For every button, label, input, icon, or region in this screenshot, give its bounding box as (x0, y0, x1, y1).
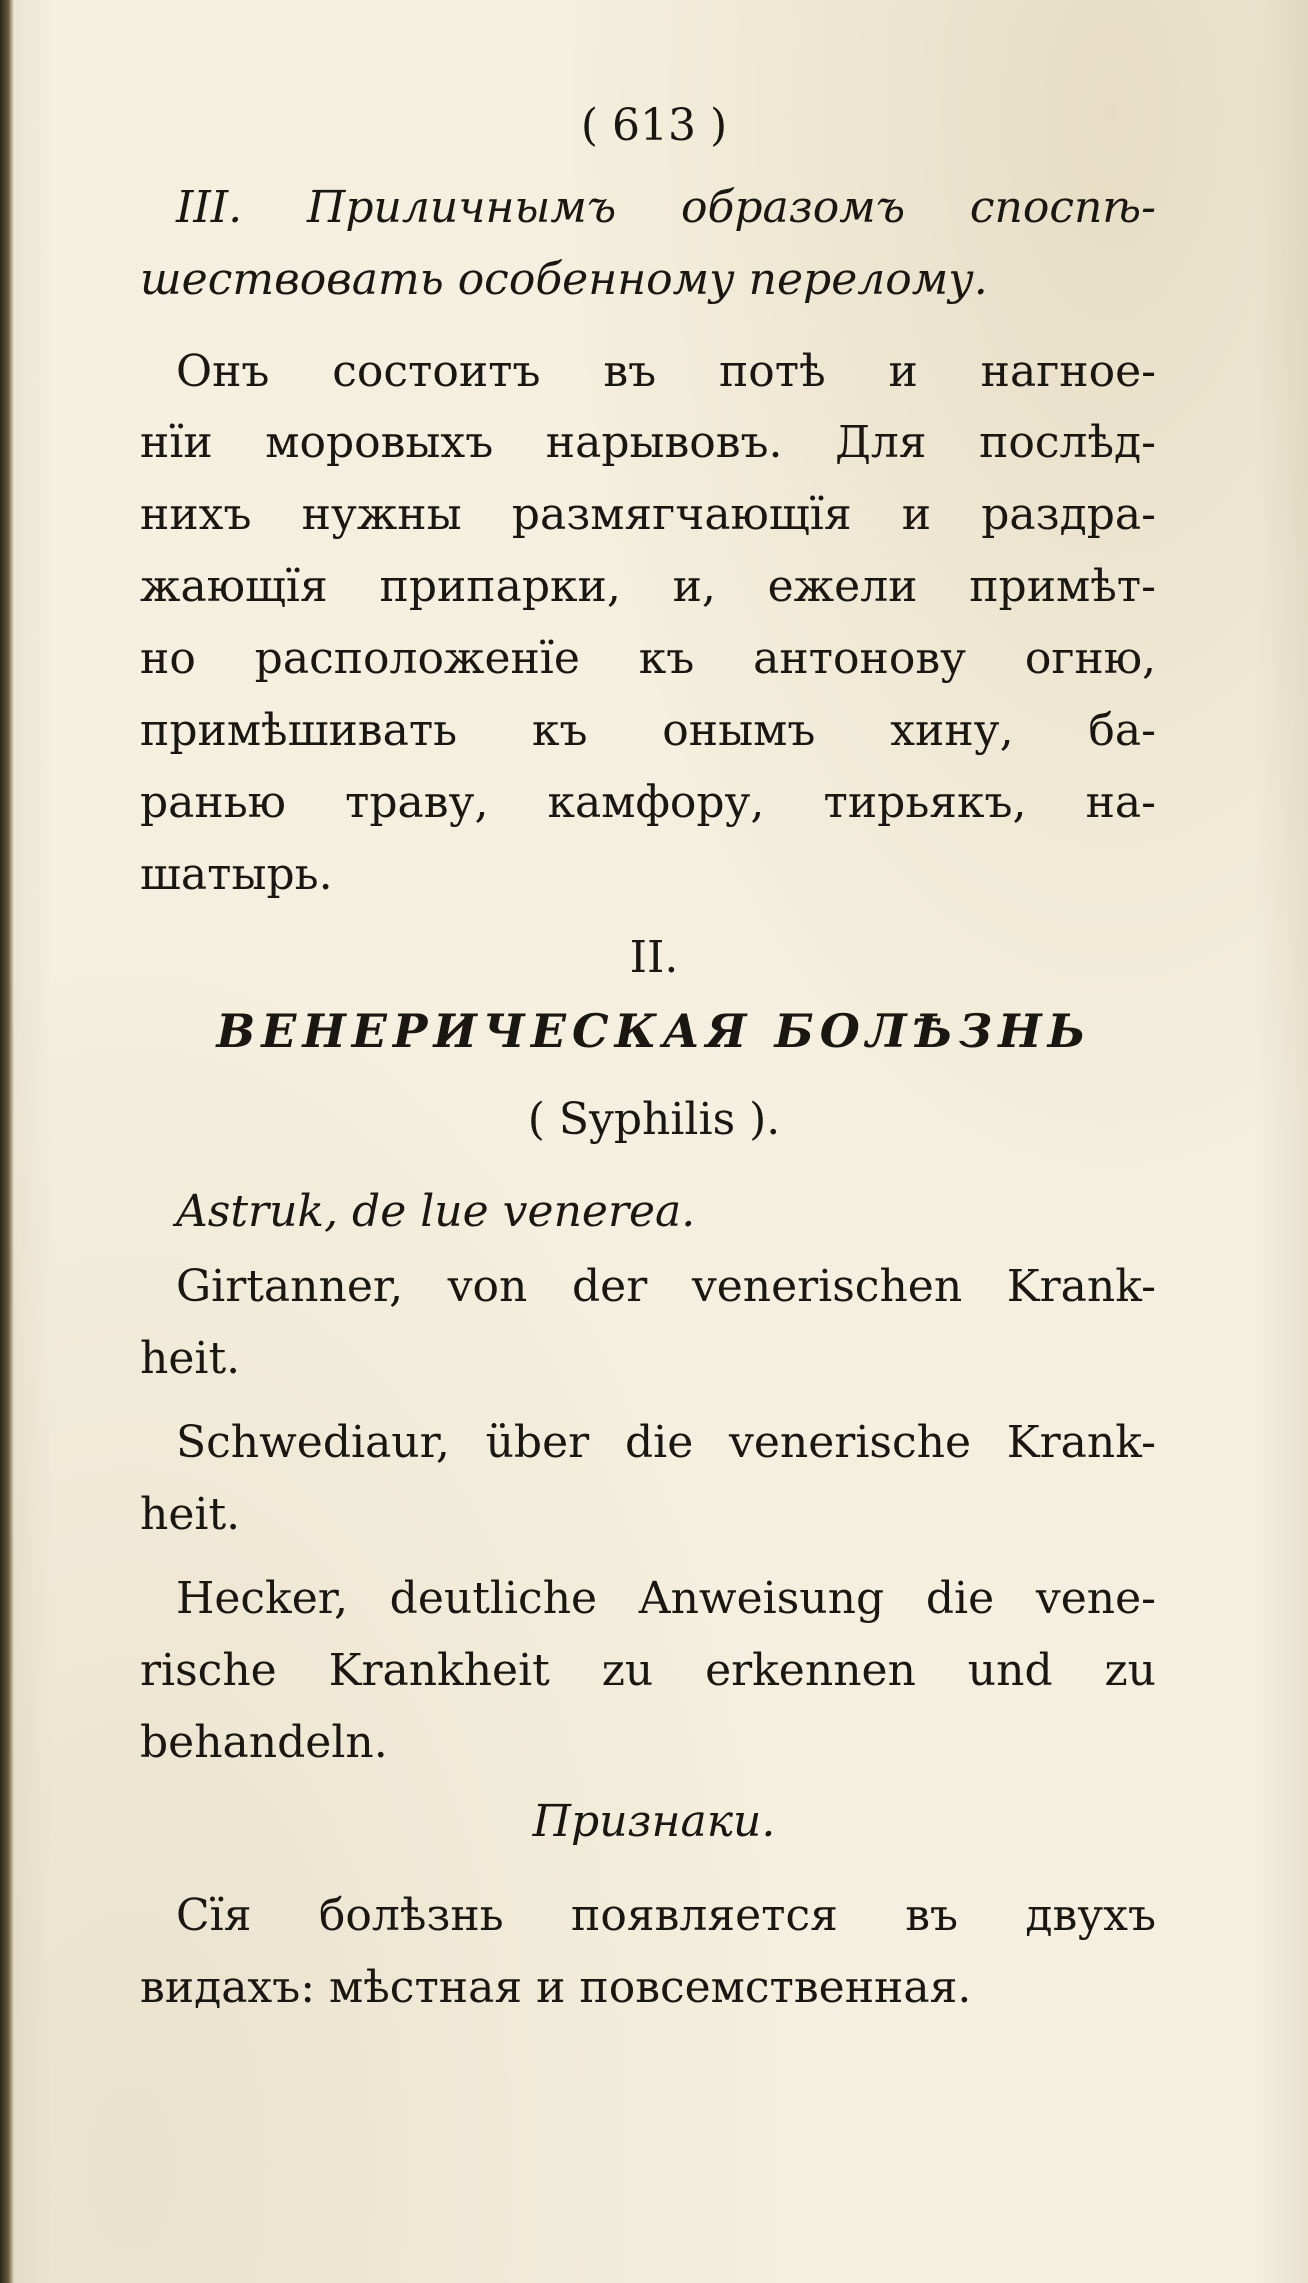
reference-girtanner-line-1: Girtanner, von der venerischen Krank- (176, 1261, 1156, 1312)
paragraph-1-line-5: но расположенїе къ антонову огню, (140, 633, 1156, 684)
paragraph-1-line-1: Онъ состоитъ въ потѣ и нагное- (176, 346, 1156, 397)
paragraph-1-line-6: примѣшивать къ онымъ хину, ба- (140, 705, 1156, 756)
section-iii-line-1: III. Приличнымъ образомъ споспѣ- (176, 182, 1156, 233)
reference-hecker-line-2: rische Krankheit zu erkennen und zu (140, 1645, 1156, 1696)
paragraph-1-line-2: нїи моровыхъ нарывовъ. Для послѣд- (140, 417, 1156, 468)
paragraph-2-line-2: видахъ: мѣстная и повсемственная. (140, 1962, 972, 2013)
reference-hecker-line-1: Hecker, deutliche Anweisung die vene- (176, 1573, 1156, 1624)
paragraph-1-line-3: нихъ нужны размягчающїя и раздра- (140, 489, 1156, 540)
reference-hecker-line-3: behandeln. (140, 1717, 388, 1768)
reference-schwediaur-line-1: Schwediaur, über die venerische Krank- (176, 1417, 1156, 1468)
subheading-signs: Признаки. (532, 1796, 776, 1847)
section-title: ВЕНЕРИЧЕСКАЯ БОЛѢЗНЬ (216, 1004, 1092, 1058)
paragraph-1-line-4: жающїя припарки, и, ежели примѣт- (140, 561, 1156, 612)
paragraph-1-line-8: шатырь. (140, 849, 333, 900)
section-iii-line-2: шествовать особенному перелому. (140, 254, 988, 305)
paragraph-1-line-7: ранью траву, камфору, тирьякъ, на- (140, 777, 1156, 828)
reference-astruk: Astruk, de lue venerea. (176, 1186, 696, 1237)
section-subtitle: ( Syphilis ). (527, 1094, 781, 1145)
paragraph-2-line-1: Сїя болѣзнь появляется въ двухъ (176, 1890, 1156, 1941)
page-number: ( 613 ) (580, 100, 728, 151)
section-number: II. (629, 932, 679, 983)
reference-girtanner-line-2: heit. (140, 1333, 241, 1384)
reference-schwediaur-line-2: heit. (140, 1489, 241, 1540)
